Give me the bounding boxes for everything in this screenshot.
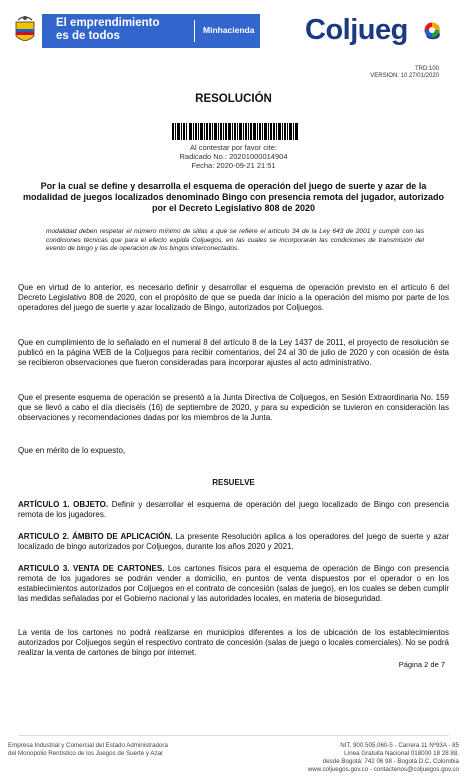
citation-block: [0, 143, 467, 170]
trd-code: TRD:100: [414, 66, 439, 72]
article-2: [18, 532, 449, 552]
page-header: [0, 0, 467, 62]
article-2-text: La presente Resolución aplica a los operadores del juego de suerte y azar localizado de bingo autorizados por Coljuegos, durante los años 2020 y 2021.: [18, 532, 449, 551]
version-text: VERSION: 10 27/01/2020: [370, 73, 439, 79]
document-version: [370, 66, 439, 80]
banner-divider: [194, 20, 195, 42]
footer-contact: [308, 742, 459, 774]
footer-right-line1: NIT. 900.505.060-5 - Carrera 11 Nº93A - 85: [340, 742, 459, 749]
government-banner: [20, 14, 260, 48]
footer-left-line2: del Monopolio Rentístico de los Juegos de Suerte y Azar: [8, 750, 164, 757]
paragraph-final: La venta de los cartones no podrá realizarse en municipios diferentes a los de ubicación de los establecimientos autorizados por Coljuegos según el respectivo contrato de concesión (salas de juego o locales comerciales). No se podrá realizar la venta de cartones de bingo por internet.: [18, 628, 449, 657]
resolution-subject: Por la cual se define y desarrolla el esquema de operación del juego de suerte y azar de la modalidad de juegos localizados denominado Bingo con presencia remota del jugador, autorizado por el Decreto Legislativo 808 de 2020: [22, 181, 445, 213]
gov-slogan-line1: El emprendimiento: [56, 17, 160, 29]
coat-of-arms-icon: [8, 12, 42, 50]
article-3-heading: ARTICULO 3. VENTA DE CARTONES.: [18, 564, 165, 573]
cite-instruction: Al contestar por favor cite:: [189, 143, 278, 152]
article-1-heading: ARTÍCULO 1. OBJETO.: [18, 500, 109, 509]
footer-right-line2: Línea Gratuita Nacional 018000 18 28 88,: [344, 750, 459, 757]
footer-divider: [18, 735, 449, 736]
paragraph-3: Que el presente esquema de operación se presentó a la Junta Directiva de Coljuegos, en Sesión Extraordinaria No. 159 que se llevó a cabo el día dieciséis (16) de septiembre de 2020, y para su expedición se tuvieron en consideración las observaciones y recomendaciones dadas por los miembros de la Junta.: [18, 393, 449, 422]
paragraph-4: Que en mérito de lo expuesto,: [18, 446, 126, 455]
footer-company: [8, 742, 168, 758]
gov-slogan-line2: es de todos: [56, 30, 120, 42]
paragraph-1: Que en virtud de lo anterior, es necesario definir y desarrollar el esquema de operación previsto en el artículo 6 del Decreto Legislativo 808 de 2020, con el propósito de que se pueda dar inicio a la operación del mismo por parte de los operadores del juego de suerte y azar localizado de Bingo, autorizados por Coljuegos.: [18, 283, 449, 312]
paragraph-2: Que en cumplimiento de lo señalado en el numeral 8 del artículo 8 de la Ley 1437 de 2011, el proyecto de resolución se publicó en la página WEB de la Coljuegos para recibir comentarios, del 24 al 30 de julio de 2020 y con ocasión de ésta se recibieron observaciones que fueron consideradas para incorporar ajustes al acto administrativo.: [18, 338, 449, 367]
article-1-text: Definir y desarrollar el esquema de operación del juego localizado de Bingo con presencia remota de los jugadores.: [18, 500, 449, 519]
resuelve-heading: RESUELVE: [212, 478, 255, 487]
filing-date: Fecha: 2020-09-21 21:51: [191, 161, 276, 170]
article-1: [18, 500, 449, 520]
footer-right-line4: www.coljuegos.gov.co - contactenos@coljuegos.gov.co: [307, 766, 459, 773]
article-3-text: Los cartones físicos para el esquema de operación de Bingo con presencia remota de los jugadores se podrán vender a domicilio, en puntos de venta dispuestos por el operador o en los establecimientos autorizados por Coljuegos en el contrato de concesión (salas de juego), en los cuales se deben cumplir las medidas señaladas por el Gobierno nacional y las autoridades locales, en materia de bioseguridad.: [18, 564, 449, 603]
barcode: [172, 123, 298, 140]
footer-left-line1: Empresa Industrial y Comercial del Estado Administradora: [8, 742, 168, 749]
filing-number: Radicado No.: 20201000014904: [179, 152, 288, 161]
ministry-label: Minhacienda: [203, 25, 255, 35]
article-3: [18, 564, 449, 604]
footer-right-line3: desde Bogotá: 742 06 98 - Bogotá D.C. Colombia: [322, 758, 459, 765]
article-2-heading: ARTICULO 2. ÁMBITO DE APLICACIÓN.: [18, 532, 173, 541]
brand-text: Coljueg: [305, 14, 408, 46]
quoted-note: modalidad deben respetar el número mínimo de sillas a que se refiere el artículo 34 de la Ley 643 de 2001 y cumplir con las condiciones técnicas que para el efecto expida Coljuegos, en las cuales se incorporarán las condiciones de transmisión del evento de bingo y las de operación de los bingos interconectados.: [46, 228, 424, 252]
page-number: Página 2 de 7: [398, 660, 445, 669]
government-slogan: [56, 17, 160, 43]
document-title: RESOLUCIÓN: [195, 93, 272, 105]
logo-ball-icon: [424, 22, 440, 38]
coljuegos-logo: [305, 14, 440, 47]
